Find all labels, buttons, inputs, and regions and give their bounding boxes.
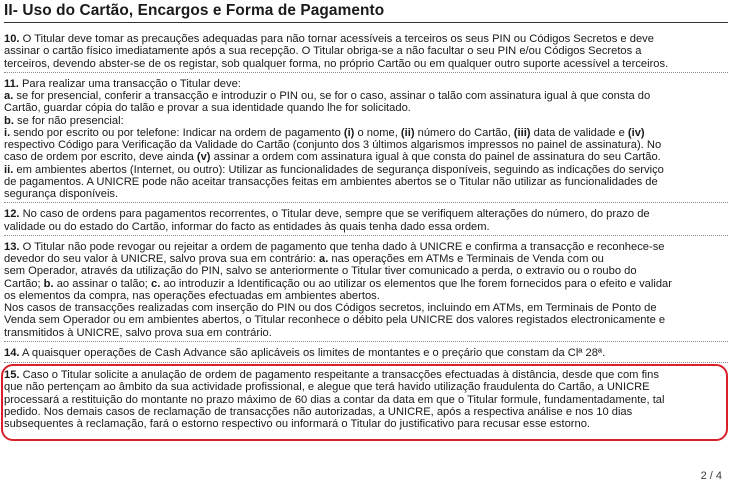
item-label: ii.: [4, 163, 14, 176]
clause-number: 11.: [4, 77, 19, 90]
clause-number: 13.: [4, 240, 20, 253]
clause-line: transmitidos à UNICRE, salvo prova sua em contrário.: [4, 326, 272, 339]
item-label: (iii): [513, 126, 531, 139]
clause-line: [4, 151, 726, 163]
clause-text: assinar a ordem com assinatura igual à que consta do painel de assinatura do seu Cartão.: [210, 151, 661, 164]
clause-line: validade ou do estado do Cartão, informar do facto as entidades às quais tenha dado essa ordem.: [4, 220, 490, 233]
clause-text: se for presencial, conferir a transacção e introduzir o PIN ou, se for o caso, assinar o talão com assinatura igual à que consta do: [13, 90, 651, 102]
clause-line: [4, 127, 726, 139]
clause-number: 12.: [4, 208, 20, 221]
clause-line: [4, 369, 726, 381]
item-label: a.: [4, 90, 14, 102]
clause-line: [4, 78, 726, 90]
clause-line: os elementos da compra, nas operações efectuadas em ambientes abertos.: [4, 289, 380, 302]
clause-line: respectivo Código para Verificação da Validade do Cartão (conjunto dos 3 últimos algarismos impressos no painel de assinatura). No: [4, 139, 662, 151]
clause-number: 15.: [4, 369, 20, 381]
clause-text: ao assinar o talão;: [53, 277, 151, 290]
clause-text: caso de ordem por escrito, deve ainda: [4, 151, 197, 164]
clause-text: ao introduzir a Identificação ou ao utilizar os elementos que lhe forem fornecidos para o efeito e validar: [160, 277, 672, 290]
item-label: b.: [4, 114, 14, 127]
clause-line: Nos casos de transacções realizadas com inserção do PIN ou dos Códigos secretos, incluindo em ATMs, em Terminais de Ponto de: [4, 302, 657, 314]
clause-line: [4, 33, 726, 45]
clause-line: assinar o cartão físico imediatamente após a sua recepção. O Titular obriga-se a não facultar o seu PIN e/ou Códigos Secretos a: [4, 45, 642, 58]
clause-text: devedor do seu valor à UNICRE, salvo prova sua em contrário:: [4, 253, 320, 265]
item-label: (iv): [627, 126, 645, 139]
clause-line: que não pertençam ao âmbito da sua actividade profissional, e alegue que terá havido utilização fraudulenta do Cartão, a UNICRE: [4, 381, 650, 394]
section-title: II- Uso do Cartão, Encargos e Forma de Pagamento: [4, 2, 385, 19]
clause-11: [4, 78, 728, 201]
clause-text: O Titular deve tomar as precauções adequadas para não tornar acessíveis a terceiros os seus PIN ou Códigos Secretos e deve: [19, 33, 654, 45]
clause-line: de pagamentos. A UNICRE pode não aceitar transacções feitas em ambientes abertos se o Titular não utilizar as funcionalidades de: [4, 175, 658, 188]
clause-15: [4, 369, 728, 430]
clause-separator: [4, 341, 728, 342]
clause-text: em ambientes abertos (Internet, ou outro): Utilizar as funcionalidades de segurança disponíveis, seguindo as indicações do serviço: [13, 163, 664, 176]
clause-separator: [4, 362, 728, 363]
clause-line: [4, 208, 726, 220]
clause-text: o nome,: [354, 126, 401, 139]
clause-line: subsequentes à reclamação, fará o estorno respectivo ou informará o Titular do justificativo para recusar esse estorno.: [4, 418, 591, 430]
clause-text: O Titular não pode revogar ou rejeitar a ordem de pagamento que tenha dado à UNICRE e confirma a transacção e reconhece-se: [19, 240, 665, 253]
clause-separator: [4, 235, 728, 236]
clause-text: se for não presencial:: [13, 114, 124, 127]
item-label: c.: [150, 277, 161, 290]
clause-text: A quaisquer operações de Cash Advance são aplicáveis os limites de montantes e o preçário que constam da Clª 28ª.: [19, 346, 606, 359]
clause-line: [4, 278, 726, 290]
clause-line: processará a restituição do montante no prazo máximo de 60 dias a contar da data em que o Titular formule, fundamentadamente, tal: [4, 393, 665, 406]
item-label: (ii): [400, 126, 415, 139]
document-page: [4, 0, 728, 430]
page-number: 2 / 4: [700, 470, 722, 482]
clause-line: [4, 347, 726, 359]
clause-line: terceiros, devendo abster-se de os registar, sob qualquer forma, no próprio Cartão ou em qualquer outro suporte acessível a terceiros.: [4, 57, 669, 70]
clause-text: número do Cartão,: [414, 126, 514, 139]
clause-text: Para realizar uma transacção o Titular deve:: [18, 77, 241, 90]
clause-line: [4, 164, 726, 176]
clause-line: [4, 241, 726, 253]
clause-number: 10.: [4, 33, 20, 45]
clause-10: [4, 33, 728, 70]
clause-text: Cartão;: [4, 277, 44, 290]
item-label: a.: [319, 253, 329, 265]
clause-13: [4, 241, 728, 339]
clause-line: Cartão, guardar cópia do talão e provar a sua identidade quando lhe for solicitado.: [4, 102, 411, 115]
clause-line: sem Operador, através da utilização do PIN, salvo se anteriormente o Titular tiver comunicado a perda, o extravio ou o roubo do: [4, 265, 637, 278]
item-label: i.: [4, 126, 11, 139]
clause-12: [4, 208, 728, 233]
clause-text: data de validade e: [530, 126, 628, 139]
item-label: (i): [343, 126, 355, 139]
item-label: b.: [43, 277, 54, 290]
clause-text: No caso de ordens para pagamentos recorrentes, o Titular deve, sempre que se verifiquem alterações do número, do prazo de: [19, 208, 650, 221]
clause-line: segurança disponíveis.: [4, 188, 119, 200]
clause-separator: [4, 72, 728, 73]
clause-line: Venda sem Operador ou em ambientes abertos, o Titular reconhece o débito pela UNICRE dos valores registados electronicamente e: [4, 314, 666, 327]
clause-14: [4, 347, 728, 359]
item-label: (v): [196, 151, 211, 164]
clause-separator: [4, 202, 728, 203]
clause-line: [4, 115, 726, 127]
title-rule: [4, 22, 728, 23]
clause-line: pedido. Nos demais casos de reclamação de transacções não autorizadas, a UNICRE, após a respectiva análise e nos 10 dias: [4, 405, 633, 418]
clause-text: nas operações em ATMs e Terminais de Venda com ou: [328, 253, 604, 265]
clause-text: sendo por escrito ou por telefone: Indicar na ordem de pagamento: [10, 126, 344, 139]
clause-line: [4, 90, 726, 102]
clause-number: 14.: [4, 346, 20, 359]
clause-text: Caso o Titular solicite a anulação de ordem de pagamento respeitante a transacções efectuadas à distância, desde que com fins: [19, 369, 659, 381]
clause-line: [4, 253, 726, 265]
